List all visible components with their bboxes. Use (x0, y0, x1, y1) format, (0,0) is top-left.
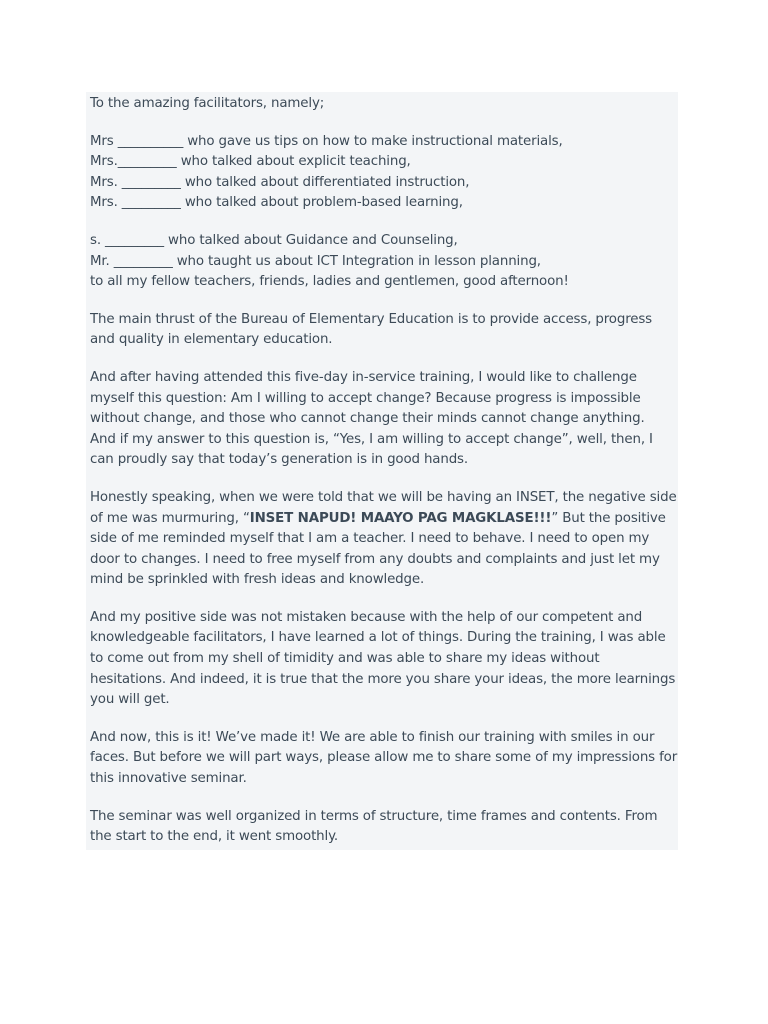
salutation-paragraph (90, 94, 678, 115)
bold-quote: INSET NAPUD! MAAYO PAG MAGKLASE!!! (249, 510, 552, 526)
speech-text-block (86, 92, 678, 850)
text-line: knowledgeable facilitators, I have learned a lot of things. During the training, I was able (90, 630, 666, 646)
text-line: And after having attended this five-day in-service training, I would like to challenge (90, 369, 637, 385)
text-line: And my positive side was not mistaken because with the help of our competent and (90, 609, 643, 625)
text-line: And if my answer to this question is, “Yes, I am willing to accept change”, well, then, I (90, 431, 653, 447)
text-line: Mrs._________ who talked about explicit teaching, (90, 154, 411, 170)
text-line: hesitations. And indeed, it is true that the more you share your ideas, the more learnings (90, 671, 676, 687)
text-line: Mrs. _________ who talked about problem-based learning, (90, 195, 463, 211)
text-line: The seminar was well organized in terms of structure, time frames and contents. From (90, 808, 658, 824)
text-line: side of me reminded myself that I am a teacher. I need to behave. I need to open my (90, 531, 650, 547)
text-line: without change, and those who cannot change their minds cannot change anything. (90, 411, 645, 427)
text-line: can proudly say that today’s generation is in good hands. (90, 452, 468, 468)
honesty-paragraph (90, 488, 678, 591)
facilitators-list-a (90, 132, 678, 214)
text-line: To the amazing facilitators, namely; (90, 96, 325, 111)
text-line: The main thrust of the Bureau of Elementary Education is to provide access, progress (90, 311, 653, 327)
text-line: Mrs. _________ who talked about differentiated instruction, (90, 174, 470, 190)
text-line: mind be sprinkled with fresh ideas and knowledge. (90, 572, 425, 588)
text-line: to come out from my shell of timidity and was able to share my ideas without (90, 651, 600, 667)
text-line: you will get. (90, 692, 170, 708)
text-line: to all my fellow teachers, friends, ladies and gentlemen, good afternoon! (90, 274, 569, 290)
thrust-paragraph (90, 310, 678, 351)
text-line: this innovative seminar. (90, 771, 247, 787)
text-line: Mrs __________ who gave us tips on how to make instructional materials, (90, 133, 563, 149)
quote-tail-text: ” But the positive (551, 510, 666, 526)
finish-paragraph (90, 728, 678, 790)
text-line: And now, this is it! We’ve made it! We are able to finish our training with smiles in our (90, 729, 655, 745)
text-line: and quality in elementary education. (90, 332, 333, 348)
facilitators-list-b (90, 231, 678, 293)
text-line: s. _________ who talked about Guidance and Counseling, (90, 232, 458, 248)
text-line: the start to the end, it went smoothly. (90, 829, 339, 845)
text-line-with-quote (90, 509, 678, 530)
quote-lead-text: of me was murmuring, “ (90, 510, 250, 526)
text-line: faces. But before we will part ways, please allow me to share some of my impressions for (90, 750, 678, 766)
positive-side-paragraph (90, 608, 678, 711)
change-paragraph (90, 368, 678, 471)
text-line: Honestly speaking, when we were told that we will be having an INSET, the negative side (90, 489, 677, 505)
seminar-paragraph (90, 807, 678, 848)
text-line: myself this question: Am I willing to accept change? Because progress is impossible (90, 390, 641, 406)
text-line: Mr. _________ who taught us about ICT Integration in lesson planning, (90, 253, 541, 269)
text-line: door to changes. I need to free myself from any doubts and complaints and just let my (90, 551, 660, 567)
